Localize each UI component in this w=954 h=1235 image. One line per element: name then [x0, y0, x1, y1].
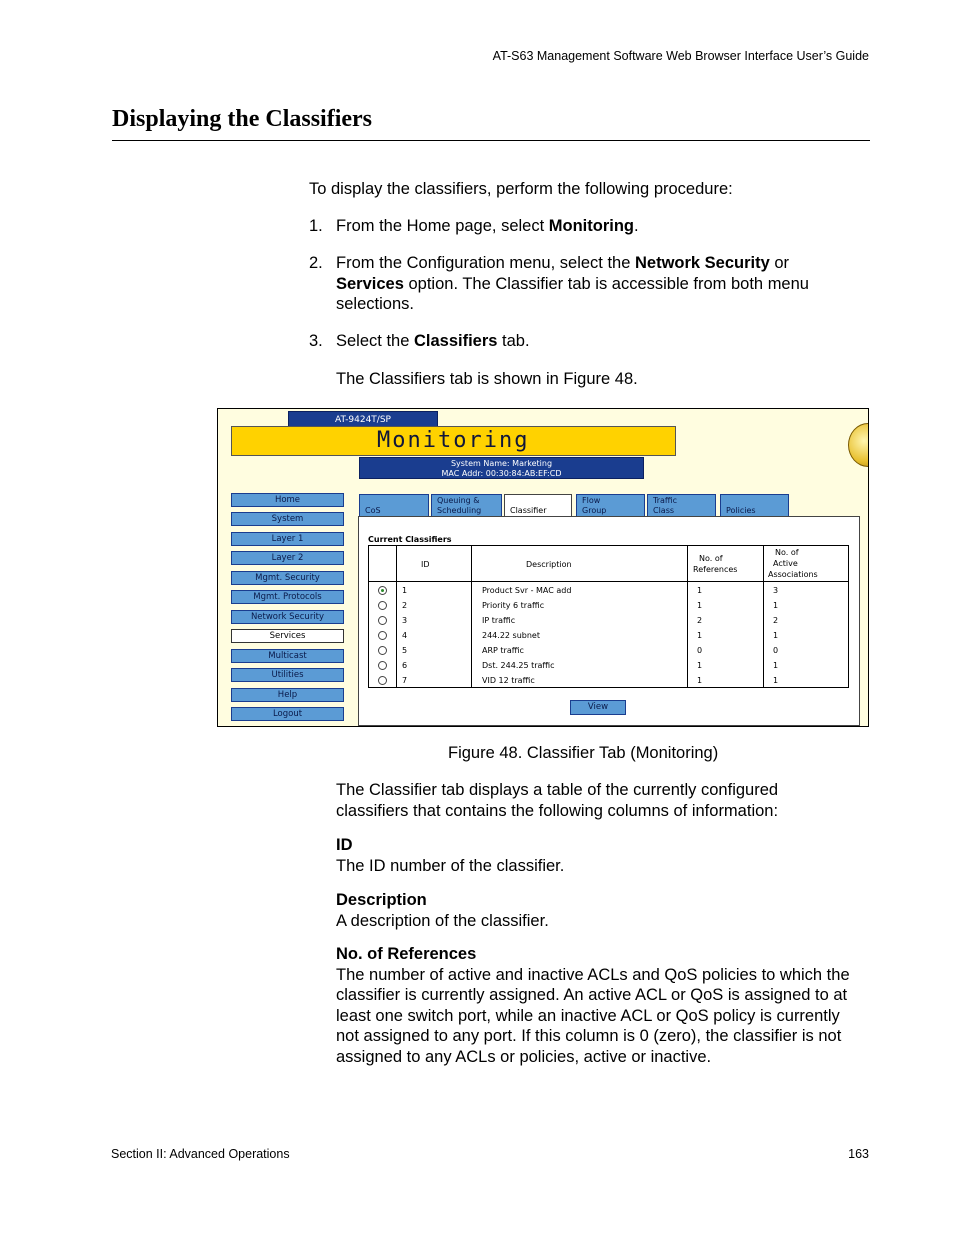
- page-number: 163: [848, 1147, 869, 1161]
- tab-flow-group[interactable]: Flow Group: [576, 494, 645, 517]
- nav-help[interactable]: Help: [231, 688, 344, 702]
- row-associations: 1: [773, 601, 779, 610]
- description-paragraph: The Classifier tab displays a table of the currently configured classifiers that contains the following columns of information:: [336, 781, 779, 820]
- system-name: System Name: Marketing: [450, 459, 553, 468]
- definition-term: ID: [336, 836, 353, 854]
- classifier-screenshot: [217, 408, 869, 727]
- nav-layer-1[interactable]: Layer 1: [231, 532, 344, 546]
- row-description: Priority 6 traffic: [482, 601, 545, 610]
- figure-intro: The Classifiers tab is shown in Figure 48.: [336, 370, 638, 388]
- running-header: AT-S63 Management Software Web Browser Interface User’s Guide: [492, 49, 869, 63]
- row-description: VID 12 traffic: [482, 676, 535, 685]
- row-id: 4: [402, 631, 408, 640]
- tab-traffic-class[interactable]: Traffic Class: [647, 494, 716, 517]
- nav-network-security[interactable]: Network Security: [231, 610, 344, 624]
- nav-multicast[interactable]: Multicast: [231, 649, 344, 663]
- mac-address: MAC Addr: 00:30:84:AB:EF:CD: [441, 469, 562, 478]
- row-references: 1: [697, 586, 703, 595]
- col-header-id: ID: [421, 560, 430, 569]
- row-id: 2: [402, 601, 408, 610]
- row-select-radio[interactable]: [378, 601, 387, 610]
- nav-mgmt-security[interactable]: Mgmt. Security: [231, 571, 344, 585]
- system-info-bar: [359, 457, 644, 479]
- banner-title: Monitoring: [377, 428, 530, 453]
- row-description: Dst. 244.25 traffic: [482, 661, 555, 670]
- row-id: 5: [402, 646, 408, 655]
- row-select-radio[interactable]: [378, 661, 387, 670]
- col-header-description: Description: [526, 560, 572, 569]
- row-id: 1: [402, 586, 408, 595]
- row-id: 7: [402, 676, 408, 685]
- row-id: 3: [402, 616, 408, 625]
- col-header-references: No. of References: [693, 554, 738, 574]
- row-id: 6: [402, 661, 408, 670]
- definition-references: No. of References The number of active and inactive ACLs and QoS policies to which the classifier is currently assigned. An active ACL or QoS is assigned to at least one switch port, while an inactive ACL or QoS policy is currently not assigned to any port. If this column is 0 (zero), the classifier is not assigned to any ACLs or policies, active or inactive.: [336, 945, 850, 1066]
- row-associations: 2: [773, 616, 779, 625]
- row-references: 0: [697, 646, 703, 655]
- nav-home[interactable]: Home: [231, 493, 344, 507]
- step-number: 3.: [309, 332, 323, 350]
- nav-logout[interactable]: Logout: [231, 707, 344, 721]
- row-associations: 1: [773, 631, 779, 640]
- step-number: 2.: [309, 254, 323, 272]
- title-rule: [112, 140, 870, 141]
- view-button[interactable]: View: [570, 700, 626, 715]
- table-caption: Current Classifiers: [368, 535, 452, 544]
- step-number: 1.: [309, 217, 323, 235]
- nav-services[interactable]: Services: [231, 629, 344, 643]
- definition-id: [336, 835, 564, 876]
- figure-caption: Figure 48. Classifier Tab (Monitoring): [448, 744, 719, 762]
- nav-mgmt-protocols[interactable]: Mgmt. Protocols: [231, 590, 344, 604]
- tab-policies[interactable]: Policies: [720, 494, 789, 517]
- row-select-radio[interactable]: [378, 631, 387, 640]
- row-description: 244.22 subnet: [482, 631, 540, 640]
- definition-text: A description of the classifier.: [336, 911, 549, 930]
- row-description: ARP traffic: [482, 646, 524, 655]
- footer-section: Section II: Advanced Operations: [111, 1147, 290, 1161]
- section-title: Displaying the Classifiers: [112, 106, 373, 132]
- row-associations: 3: [773, 586, 779, 595]
- row-references: 1: [697, 631, 703, 640]
- monitoring-banner: [231, 426, 676, 456]
- nav-layer-2[interactable]: Layer 2: [231, 551, 344, 565]
- classifier-table: [368, 545, 849, 688]
- row-references: 1: [697, 661, 703, 670]
- row-description: IP traffic: [482, 616, 516, 625]
- row-select-radio[interactable]: [378, 616, 387, 625]
- classifier-panel: [358, 516, 860, 726]
- row-associations: 0: [773, 646, 779, 655]
- definition-description: [336, 890, 549, 931]
- definition-term: Description: [336, 891, 427, 909]
- col-header-associations: No. of Active Associations: [768, 548, 818, 579]
- definition-term: No. of References: [336, 945, 477, 963]
- row-associations: 1: [773, 661, 779, 670]
- globe-logo-icon: [848, 423, 869, 467]
- tab-cos[interactable]: CoS: [359, 494, 429, 517]
- row-select-radio[interactable]: [378, 676, 387, 685]
- nav-utilities[interactable]: Utilities: [231, 668, 344, 682]
- tab-classifier[interactable]: Classifier: [504, 494, 572, 518]
- intro-text: To display the classifiers, perform the following procedure:: [309, 180, 733, 198]
- tab-queuing-scheduling[interactable]: Queuing & Scheduling: [431, 494, 502, 517]
- row-description: Product Svr - MAC add: [482, 586, 572, 595]
- row-references: 1: [697, 601, 703, 610]
- model-label: AT-9424T/SP: [288, 411, 438, 427]
- row-select-radio[interactable]: [378, 646, 387, 655]
- nav-system[interactable]: System: [231, 512, 344, 526]
- row-references: 1: [697, 676, 703, 685]
- row-select-radio[interactable]: [378, 586, 387, 595]
- definition-text: The ID number of the classifier.: [336, 856, 565, 875]
- row-references: 2: [697, 616, 703, 625]
- row-associations: 1: [773, 676, 779, 685]
